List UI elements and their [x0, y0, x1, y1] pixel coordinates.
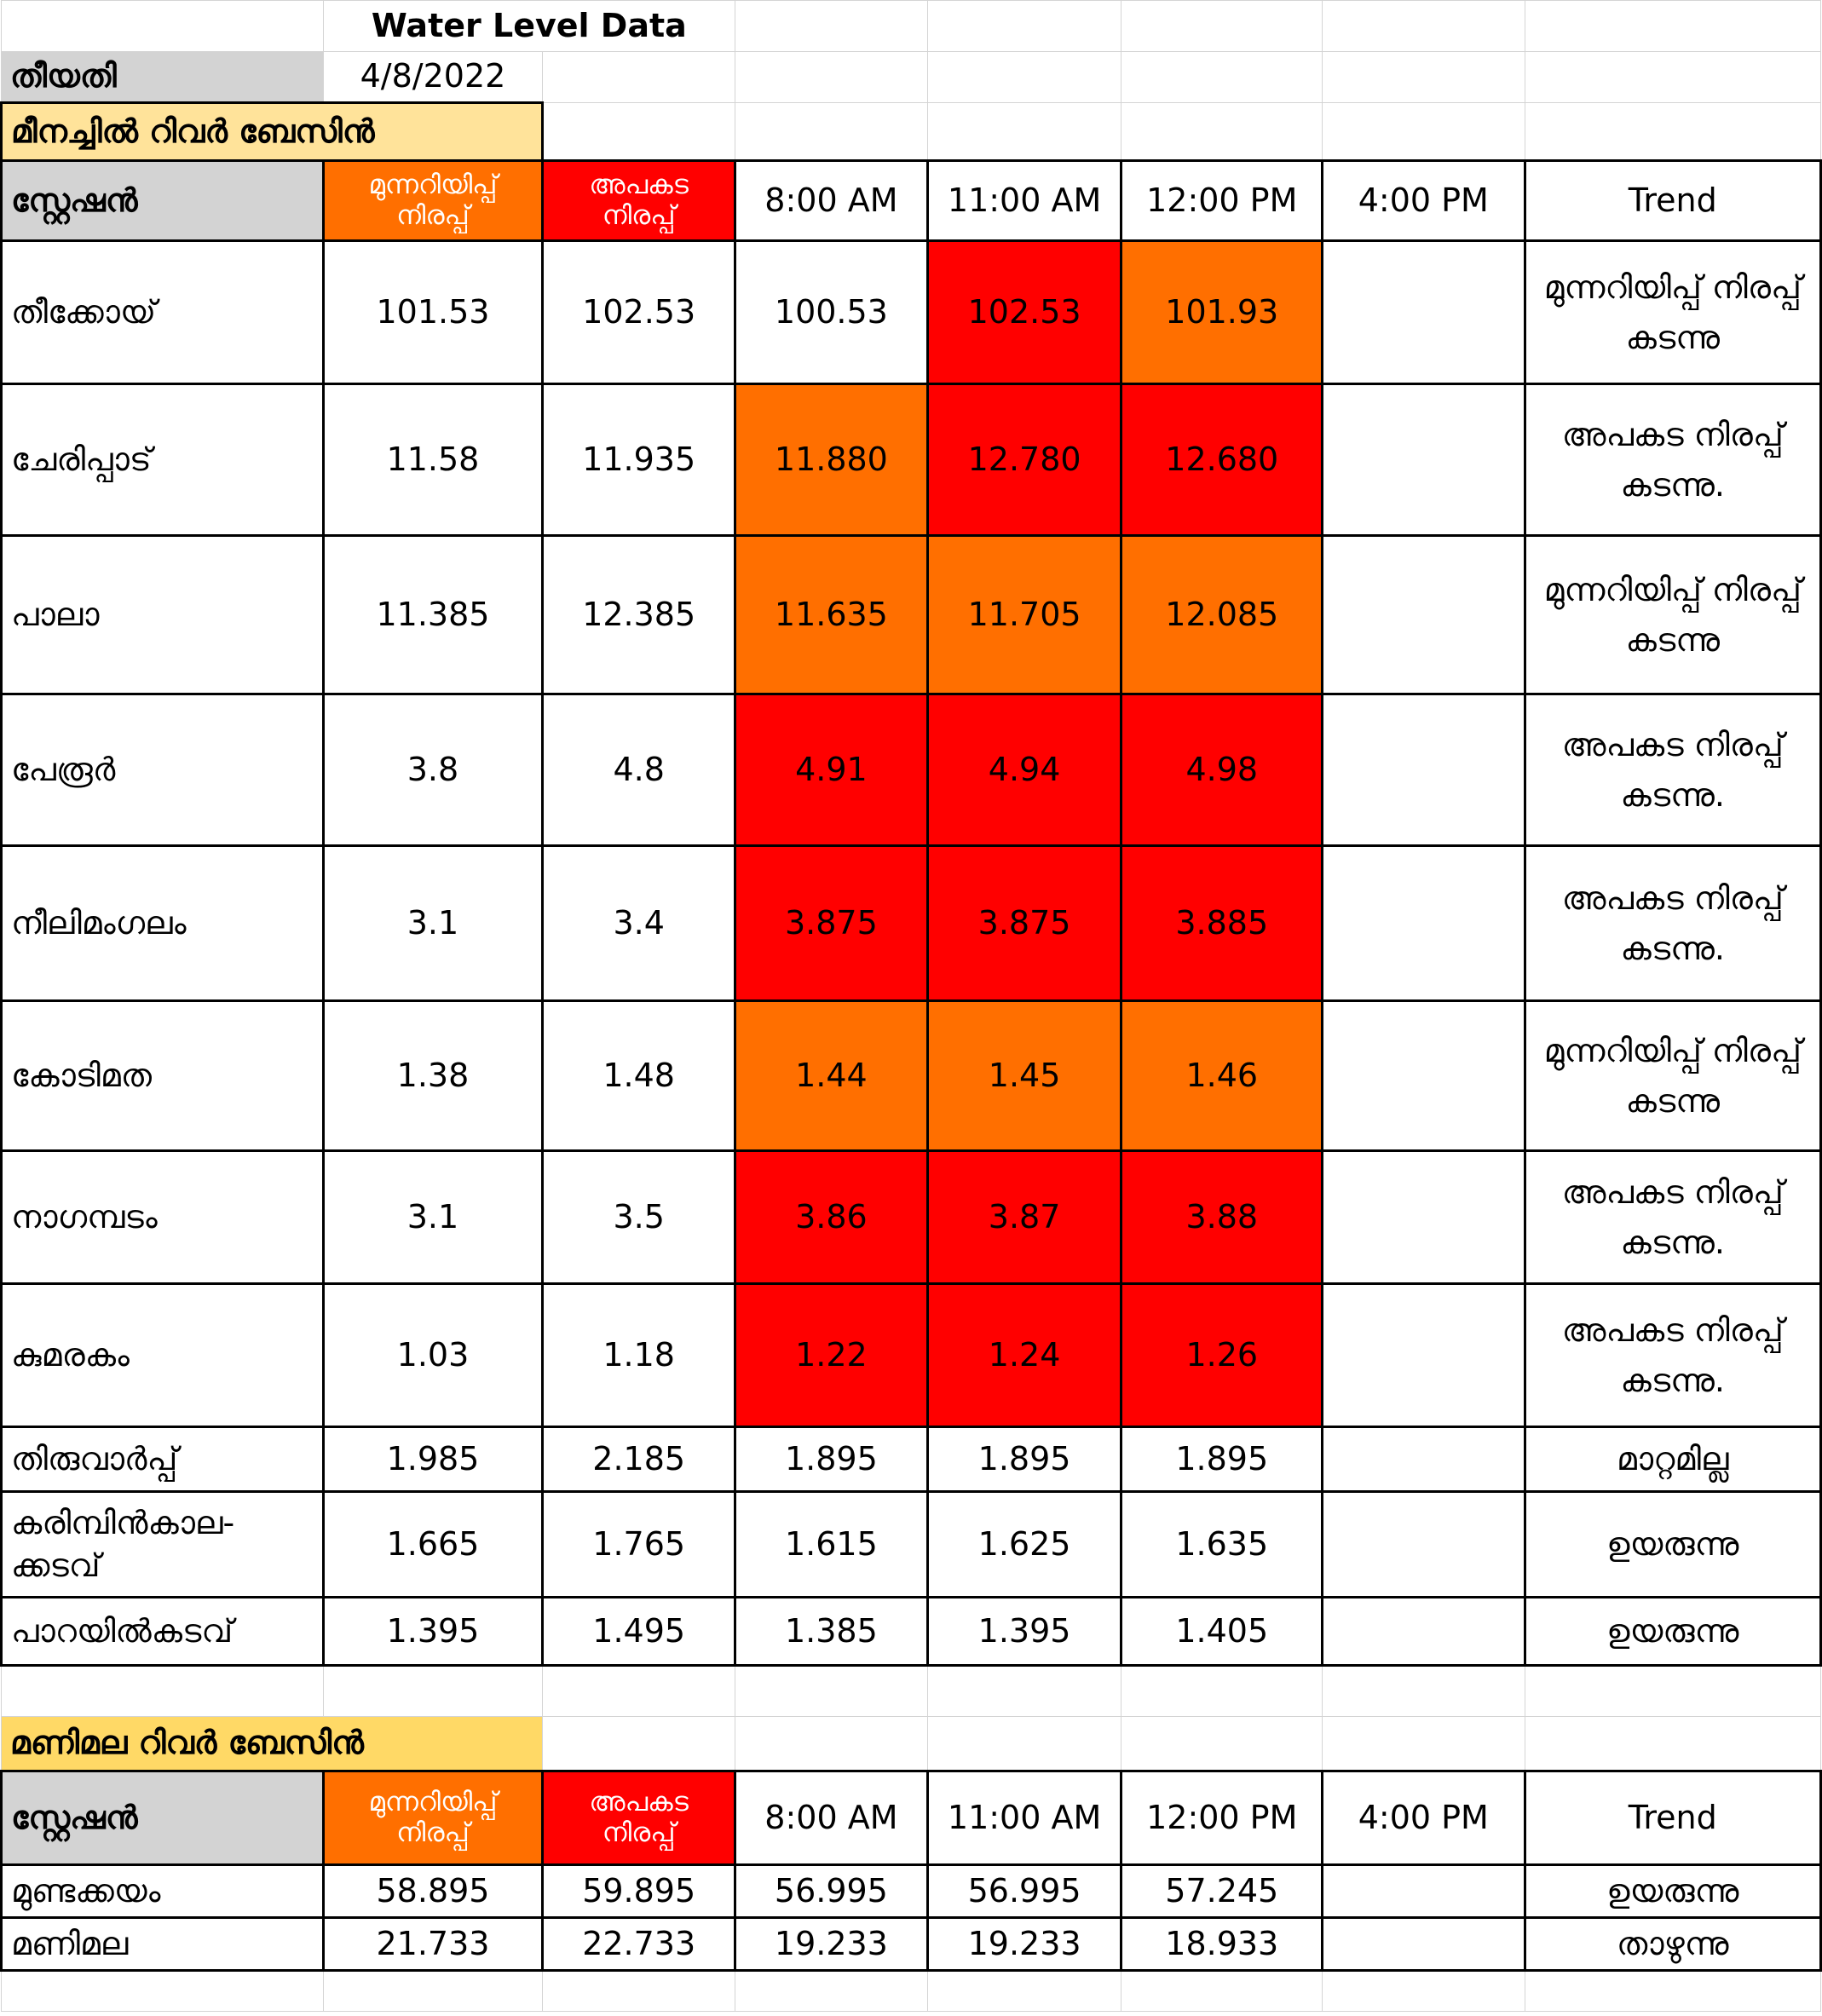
trend-cell[interactable]: മുന്നറിയിപ്പ് നിരപ്പ് കടന്നു: [1525, 1001, 1820, 1151]
station-name[interactable]: പേരൂർ: [2, 694, 324, 846]
header-time-11am: 11:00 AM: [927, 1771, 1121, 1865]
reading-12pm[interactable]: 1.26: [1121, 1284, 1323, 1427]
reading-8am[interactable]: 100.53: [735, 241, 928, 384]
reading-8am[interactable]: 19.233: [735, 1918, 928, 1971]
station-name[interactable]: നീലിമംഗലം: [2, 846, 324, 1001]
trend-cell[interactable]: മുന്നറിയിപ്പ് നിരപ്പ് കടന്നു: [1525, 241, 1820, 384]
danger-level-cell[interactable]: 11.935: [543, 384, 735, 536]
warning-level-cell[interactable]: 3.1: [323, 1151, 543, 1284]
station-name[interactable]: പാലാ: [2, 536, 324, 694]
reading-4pm[interactable]: [1323, 384, 1525, 536]
table-row: [2, 1918, 1821, 1971]
station-name[interactable]: തീക്കോയ്: [2, 241, 324, 384]
danger-level-cell[interactable]: 12.385: [543, 536, 735, 694]
empty-cell[interactable]: [323, 1970, 543, 2011]
table-row: [2, 1151, 1821, 1284]
reading-11am[interactable]: 3.87: [927, 1151, 1121, 1284]
basin1-header-row: [2, 161, 1821, 241]
trend-cell[interactable]: ഉയരുന്നു: [1525, 1492, 1820, 1598]
table-row: [2, 384, 1821, 536]
table-row: [2, 1284, 1821, 1427]
reading-12pm[interactable]: 101.93: [1121, 241, 1323, 384]
reading-11am[interactable]: 1.395: [927, 1598, 1121, 1666]
reading-8am[interactable]: 3.875: [735, 846, 928, 1001]
station-name[interactable]: കുമരകം: [2, 1284, 324, 1427]
trend-cell[interactable]: അപകട നിരപ്പ് കടന്നു.: [1525, 384, 1820, 536]
station-name[interactable]: ചേരിപ്പാട്: [2, 384, 324, 536]
empty-cell[interactable]: [1525, 1666, 1820, 1717]
reading-8am[interactable]: 56.995: [735, 1865, 928, 1918]
warning-level-cell[interactable]: 11.385: [323, 536, 543, 694]
reading-4pm[interactable]: [1323, 694, 1525, 846]
empty-cell[interactable]: [1323, 52, 1525, 103]
empty-cell[interactable]: [1323, 103, 1525, 161]
empty-cell[interactable]: [1525, 1970, 1820, 2011]
empty-cell[interactable]: [1525, 1717, 1820, 1771]
reading-8am[interactable]: 1.895: [735, 1427, 928, 1492]
table-row: [2, 1427, 1821, 1492]
date-label: തീയതി: [2, 52, 324, 103]
reading-11am[interactable]: 12.780: [927, 384, 1121, 536]
header-trend: Trend: [1525, 1771, 1820, 1865]
empty-cell[interactable]: [927, 1717, 1121, 1771]
reading-8am[interactable]: 11.635: [735, 536, 928, 694]
reading-12pm[interactable]: 12.680: [1121, 384, 1323, 536]
empty-cell[interactable]: [1525, 52, 1820, 103]
empty-cell[interactable]: [543, 1970, 735, 2011]
reading-8am[interactable]: 1.22: [735, 1284, 928, 1427]
header-danger-level: അപകട നിരപ്പ്: [543, 161, 735, 241]
header-time-4pm: 4:00 PM: [1323, 161, 1525, 241]
reading-11am[interactable]: 1.24: [927, 1284, 1121, 1427]
empty-cell[interactable]: [543, 52, 735, 103]
station-name[interactable]: കരിമ്പിൻകാല-ക്കടവ്: [2, 1492, 324, 1598]
reading-11am[interactable]: 1.895: [927, 1427, 1121, 1492]
trend-cell[interactable]: അപകട നിരപ്പ് കടന്നു.: [1525, 1151, 1820, 1284]
empty-cell[interactable]: [927, 1970, 1121, 2011]
trend-cell[interactable]: അപകട നിരപ്പ് കടന്നു.: [1525, 694, 1820, 846]
danger-level-cell[interactable]: 1.18: [543, 1284, 735, 1427]
reading-4pm[interactable]: [1323, 241, 1525, 384]
station-name[interactable]: പാറയിൽകടവ്: [2, 1598, 324, 1666]
empty-cell[interactable]: [543, 1717, 735, 1771]
table-row: [2, 694, 1821, 846]
empty-cell[interactable]: [735, 1970, 928, 2011]
empty-cell[interactable]: [543, 103, 735, 161]
empty-cell[interactable]: [1525, 103, 1820, 161]
reading-4pm[interactable]: [1323, 846, 1525, 1001]
table-row: [2, 1001, 1821, 1151]
table-row: [2, 846, 1821, 1001]
empty-cell[interactable]: [1323, 1666, 1525, 1717]
table-row: [2, 1865, 1821, 1918]
warning-level-cell[interactable]: 58.895: [323, 1865, 543, 1918]
table-row: [2, 241, 1821, 384]
danger-level-cell[interactable]: 3.5: [543, 1151, 735, 1284]
header-time-8am: 8:00 AM: [735, 161, 928, 241]
reading-12pm[interactable]: 1.635: [1121, 1492, 1323, 1598]
trend-cell[interactable]: അപകട നിരപ്പ് കടന്നു.: [1525, 1284, 1820, 1427]
reading-8am[interactable]: 1.615: [735, 1492, 928, 1598]
empty-cell[interactable]: [1121, 103, 1323, 161]
empty-cell[interactable]: [927, 52, 1121, 103]
station-name[interactable]: മണിമല: [2, 1918, 324, 1971]
reading-8am[interactable]: 4.91: [735, 694, 928, 846]
reading-12pm[interactable]: 18.933: [1121, 1918, 1323, 1971]
empty-cell[interactable]: [927, 103, 1121, 161]
empty-cell[interactable]: [735, 1666, 928, 1717]
reading-4pm[interactable]: [1323, 1598, 1525, 1666]
basin2-header-row: [2, 1771, 1821, 1865]
reading-11am[interactable]: 1.625: [927, 1492, 1121, 1598]
empty-cell[interactable]: [1323, 1717, 1525, 1771]
reading-4pm[interactable]: [1323, 536, 1525, 694]
empty-cell[interactable]: [1121, 1666, 1323, 1717]
empty-cell[interactable]: [1525, 1, 1820, 52]
empty-cell[interactable]: [2, 1, 324, 52]
reading-11am[interactable]: 56.995: [927, 1865, 1121, 1918]
spacer-row: [2, 1666, 1821, 1717]
reading-4pm[interactable]: [1323, 1001, 1525, 1151]
reading-12pm[interactable]: 1.895: [1121, 1427, 1323, 1492]
station-name[interactable]: മുണ്ടക്കയം: [2, 1865, 324, 1918]
header-station: സ്റ്റേഷൻ: [2, 1771, 324, 1865]
table-row: [2, 1598, 1821, 1666]
reading-12pm[interactable]: 4.98: [1121, 694, 1323, 846]
reading-8am[interactable]: 1.44: [735, 1001, 928, 1151]
reading-8am[interactable]: 1.385: [735, 1598, 928, 1666]
header-danger-level: അപകട നിരപ്പ്: [543, 1771, 735, 1865]
sheet-body: [2, 1, 1821, 2012]
reading-12pm[interactable]: 3.88: [1121, 1151, 1323, 1284]
spacer-row: [2, 1970, 1821, 2011]
trend-cell[interactable]: ഉയരുന്നു: [1525, 1598, 1820, 1666]
station-name[interactable]: കോടിമത: [2, 1001, 324, 1151]
reading-11am[interactable]: 102.53: [927, 241, 1121, 384]
reading-4pm[interactable]: [1323, 1427, 1525, 1492]
warning-level-cell[interactable]: 1.665: [323, 1492, 543, 1598]
reading-12pm[interactable]: 57.245: [1121, 1865, 1323, 1918]
warning-level-cell[interactable]: 101.53: [323, 241, 543, 384]
empty-cell[interactable]: [735, 52, 928, 103]
station-name[interactable]: തിരുവാർപ്പ്: [2, 1427, 324, 1492]
warning-level-cell[interactable]: 21.733: [323, 1918, 543, 1971]
reading-12pm[interactable]: 1.46: [1121, 1001, 1323, 1151]
station-name[interactable]: നാഗമ്പടം: [2, 1151, 324, 1284]
reading-4pm[interactable]: [1323, 1492, 1525, 1598]
empty-cell[interactable]: [543, 1666, 735, 1717]
empty-cell[interactable]: [1121, 52, 1323, 103]
header-warning-level: മുന്നറിയിപ്പ് നിരപ്പ്: [323, 1771, 543, 1865]
table-row: [2, 536, 1821, 694]
header-trend: Trend: [1525, 161, 1820, 241]
empty-cell[interactable]: [2, 1666, 324, 1717]
warning-level-cell[interactable]: 1.38: [323, 1001, 543, 1151]
trend-cell[interactable]: അപകട നിരപ്പ് കടന്നു.: [1525, 846, 1820, 1001]
reading-8am[interactable]: 11.880: [735, 384, 928, 536]
empty-cell[interactable]: [1323, 1970, 1525, 2011]
header-time-11am: 11:00 AM: [927, 161, 1121, 241]
danger-level-cell[interactable]: 1.765: [543, 1492, 735, 1598]
danger-level-cell[interactable]: 102.53: [543, 241, 735, 384]
danger-level-cell[interactable]: 4.8: [543, 694, 735, 846]
danger-level-cell[interactable]: 1.495: [543, 1598, 735, 1666]
reading-4pm[interactable]: [1323, 1284, 1525, 1427]
empty-cell[interactable]: [735, 103, 928, 161]
reading-11am[interactable]: 3.875: [927, 846, 1121, 1001]
trend-cell[interactable]: താഴുന്നു: [1525, 1918, 1820, 1971]
sheet-title: Water Level Data: [323, 1, 735, 52]
danger-level-cell[interactable]: 3.4: [543, 846, 735, 1001]
reading-12pm[interactable]: 1.405: [1121, 1598, 1323, 1666]
header-time-12pm: 12:00 PM: [1121, 1771, 1323, 1865]
empty-cell[interactable]: [927, 1, 1121, 52]
danger-level-cell[interactable]: 2.185: [543, 1427, 735, 1492]
reading-4pm[interactable]: [1323, 1151, 1525, 1284]
danger-level-cell[interactable]: 22.733: [543, 1918, 735, 1971]
header-time-8am: 8:00 AM: [735, 1771, 928, 1865]
warning-level-cell[interactable]: 3.8: [323, 694, 543, 846]
date-value[interactable]: 4/8/2022: [323, 52, 543, 103]
danger-level-cell[interactable]: 1.48: [543, 1001, 735, 1151]
header-station: സ്റ്റേഷൻ: [2, 161, 324, 241]
table-row: [2, 1492, 1821, 1598]
warning-level-cell[interactable]: 1.395: [323, 1598, 543, 1666]
empty-cell[interactable]: [2, 1970, 324, 2011]
trend-cell[interactable]: ഉയരുന്നു: [1525, 1865, 1820, 1918]
basin2-title: മണിമല റിവർ ബേസിൻ: [2, 1717, 543, 1771]
warning-level-cell[interactable]: 1.03: [323, 1284, 543, 1427]
reading-4pm[interactable]: [1323, 1918, 1525, 1971]
header-time-12pm: 12:00 PM: [1121, 161, 1323, 241]
reading-12pm[interactable]: 12.085: [1121, 536, 1323, 694]
warning-level-cell[interactable]: 11.58: [323, 384, 543, 536]
warning-level-cell[interactable]: 3.1: [323, 846, 543, 1001]
header-time-4pm: 4:00 PM: [1323, 1771, 1525, 1865]
reading-4pm[interactable]: [1323, 1865, 1525, 1918]
empty-cell[interactable]: [735, 1717, 928, 1771]
empty-cell[interactable]: [323, 1666, 543, 1717]
reading-11am[interactable]: 19.233: [927, 1918, 1121, 1971]
reading-11am[interactable]: 1.45: [927, 1001, 1121, 1151]
trend-cell[interactable]: മുന്നറിയിപ്പ് നിരപ്പ് കടന്നു: [1525, 536, 1820, 694]
reading-11am[interactable]: 4.94: [927, 694, 1121, 846]
empty-cell[interactable]: [1323, 1, 1525, 52]
empty-cell[interactable]: [735, 1, 928, 52]
empty-cell[interactable]: [1121, 1970, 1323, 2011]
trend-cell[interactable]: മാറ്റമില്ല: [1525, 1427, 1820, 1492]
basin1-title: മീനച്ചിൽ റിവർ ബേസിൻ: [2, 103, 543, 161]
reading-11am[interactable]: 11.705: [927, 536, 1121, 694]
empty-cell[interactable]: [927, 1666, 1121, 1717]
empty-cell[interactable]: [1121, 1, 1323, 52]
reading-12pm[interactable]: 3.885: [1121, 846, 1323, 1001]
reading-8am[interactable]: 3.86: [735, 1151, 928, 1284]
header-warning-level: മുന്നറിയിപ്പ് നിരപ്പ്: [323, 161, 543, 241]
danger-level-cell[interactable]: 59.895: [543, 1865, 735, 1918]
empty-cell[interactable]: [1121, 1717, 1323, 1771]
warning-level-cell[interactable]: 1.985: [323, 1427, 543, 1492]
